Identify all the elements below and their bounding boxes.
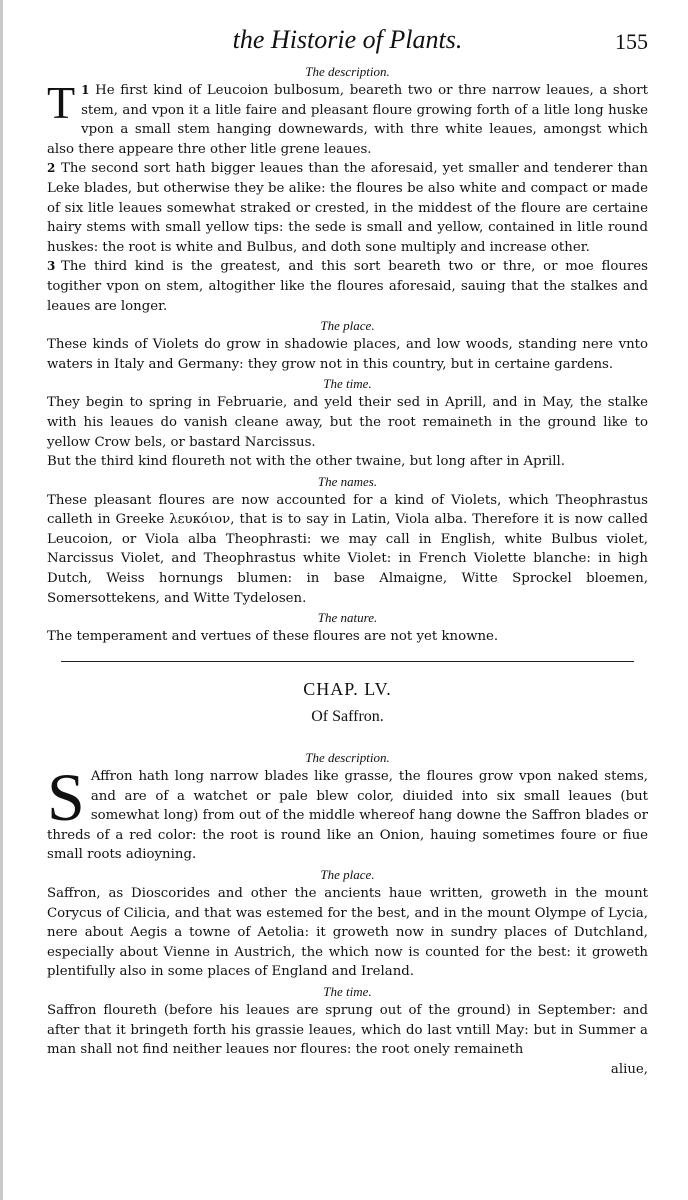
heading-place: The place. (320, 318, 375, 334)
heading-description-saffron: The description. (305, 750, 390, 766)
paragraph-nature: The temperament and vertues of these floures are not yet knowne. (47, 629, 499, 645)
chapter-divider (61, 661, 634, 662)
running-head (47, 24, 648, 62)
paragraph-text: The third kind is the greatest, and this sort beareth two or thre, or moe floures togither vpon on stem, altogither like the floures aforesaid, sauing that the stalkes and leaues are longer. (47, 259, 648, 314)
paragraph-saffron-time: Saffron floureth (before his leaues are sprung out of the ground) in September: and after that it bringeth forth his grassie leaues, which do last vntill May: but in Summer a man shall not find neither leaues nor floures: the root onely remaineth (47, 1002, 648, 1058)
paragraph-number: 2 (47, 161, 56, 176)
chapter-subtitle: Of Saffron. (311, 708, 384, 726)
heading-description: The description. (305, 64, 390, 79)
paragraph-text: Affron hath long narrow blades like grasse, the floures grow vpon naked stems, and are of a watchet or pale blew color, diuided into six small leaues (but somewhat long) from out of the middle whereof hang downe the Saffron blades or threds of a red color: the root is round like an Onion, hauing sometimes foure or fiue small roots adioyning. (47, 769, 648, 863)
heading-place-saffron: The place. (320, 867, 375, 882)
paragraph-time-2: But the third kind floureth not with the other twaine, but long after in Aprill. (47, 454, 565, 470)
drop-cap: T (47, 77, 76, 128)
paragraph-description-3 (47, 257, 648, 316)
heading-nature: The nature. (317, 610, 378, 626)
paragraph-number: 1 (81, 83, 90, 97)
running-title: the Historie of Plants. (232, 25, 463, 54)
paragraph-description-2 (47, 159, 648, 257)
paragraph-text: He first kind of Leucoion bulbosum, beareth two or thre narrow leaues, a short stem, and vpon it a litle faire and pleasant floure growing forth of a litle long huske vpon a small stem hanging downewards, with thre white leaues, amongst which also there appeare thre other litle grene leaues. (47, 83, 648, 157)
heading-time: The time. (323, 376, 372, 392)
chapter-heading: CHAP. LV. (303, 678, 392, 699)
paragraph-place: These kinds of Violets do grow in shadowie places, and low woods, standing nere vnto waters in Italy and Germany: they grow not in this country, but in certaine gardens. (47, 337, 648, 372)
paragraph-names: These pleasant floures are now accounted for a kind of Violets, which Theophrastus calleth in Greeke λευκόιον, that is to say in Latin, Viola alba. Therefore it is now called Leucoion, or Viola alba Theophrasti: we may call in English, white Bulbus violet, Narcissus Violet, and Theophrastus white Violet: in French Violette blanche: in high Dutch, Weiss hornungs blumen: in base Almaigne, Witte Sprockel bloemen, Somersottekens, and Witte Tydelosen. (47, 492, 648, 606)
paragraph-description-1 (47, 77, 648, 159)
heading-names: The names. (317, 473, 378, 489)
paragraph-time-1: They begin to spring in Februarie, and yeld their sed in Aprill, and in May, the stalke with his leaues do vanish cleane away, but the root remaineth in the ground like to yellow Crow bels, or bastard Narcissus. (47, 395, 648, 450)
page-number: 155 (615, 29, 648, 54)
catchword: aliue, (610, 1061, 648, 1077)
paragraph-saffron-place: Saffron, as Dioscorides and other the ancients haue written, groweth in the mount Corycus of Cilicia, and that was estemed for the best, and in the mount Olympe of Lycia, nere about Aegis a towne of Aetolia: it groweth now in sundry places of Dutchland, especially about Vienne in Austrich, the which now is counted for the best: it groweth plentifully also in some places of England and Ireland. (47, 886, 648, 980)
drop-cap: S (47, 759, 85, 836)
paragraph-number: 3 (47, 259, 56, 274)
paragraph-saffron-description (47, 759, 648, 865)
paragraph-text: The second sort hath bigger leaues than the aforesaid, yet smaller and tenderer than Leke blades, but otherwise they be alike: the floures be also white and compact or made of six litle leaues somewhat straked or crested, in the middest of the floure are certaine hairy stems with small yellow tips: the sede is small and yellow, contained in litle round huskes: the root is white and Bulbus, and doth sone multiply and increase other. (47, 161, 648, 255)
heading-time-saffron: The time. (323, 983, 372, 999)
